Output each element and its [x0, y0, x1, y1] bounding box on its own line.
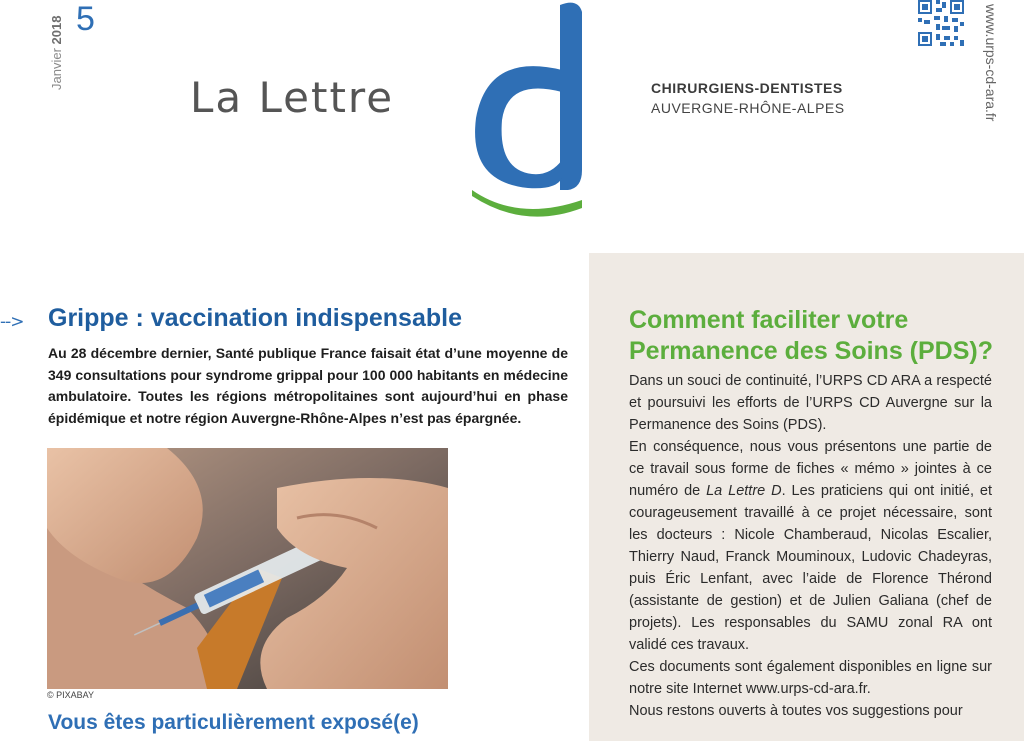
qr-code-icon: [918, 0, 964, 46]
pds-heading-line2: Permanence des Soins (PDS)?: [629, 337, 994, 365]
article-body-flu: Au 28 décembre dernier, Santé publique France faisait état d’une moyenne de 349 consultations pour syndrome grippal pour 100 000 habitants en médecine ambulatoire. Toutes les régions métropolitaines sont aujourd’hui en phase épidémique et notre région Auvergne-Rhône-Alpes n’est pas épargnée.: [48, 345, 568, 426]
pds-panel: [589, 253, 1024, 741]
website-url: www.urps-cd-ara.fr: [983, 4, 999, 122]
issue-number: 5: [76, 0, 95, 38]
article-body-pds: [629, 370, 992, 722]
article-heading-pds: [629, 305, 1019, 367]
pds-paragraph-4: Nous restons ouverts à toutes vos suggestions pour: [629, 703, 963, 719]
article-heading-flu: Grippe : vaccination indispensable: [48, 304, 462, 332]
issue-date: [49, 10, 71, 90]
photo-credit: © PIXABAY: [47, 690, 94, 700]
dashed-arrow-icon: -->: [0, 312, 24, 332]
pds-paragraph-2-end: . Les praticiens qui ont initié, et courageusement travaillé à ce projet nécessaire, sont les docteurs : Nicole Chamberaud, Nicolas Escalier, Thierry Naud, Franck Mouminoux, Ludovic Chadeyras, puis Éric Lenfant, avec l’aide de Florence Thérond (assistante de gestion) et de Julien Galiana (chef de projets). Les responsables du SAMU zonal RA ont validé ces travaux.: [629, 483, 992, 653]
newsletter-name-italic: La Lettre D: [706, 483, 782, 499]
pds-paragraph-1: Dans un souci de continuité, l’URPS CD ARA a respecté et poursuivi les efforts de l’URPS CD Auvergne sur la Permanence des Soins (PDS).: [629, 373, 992, 433]
issue-year: 2018: [49, 15, 64, 45]
org-name-line1: CHIRURGIENS-DENTISTES: [651, 80, 843, 96]
pds-heading-line1: Comment faciliter votre: [629, 306, 909, 334]
newsletter-title: La Lettre: [190, 73, 395, 122]
pds-paragraph-2-start: En conséquence, nous vous présentons une partie de ce travail sous forme de fiches « mémo » jointes à ce numéro de: [629, 439, 992, 499]
letter-d-logo: [468, 0, 592, 218]
issue-month: Janvier: [49, 48, 64, 90]
article-subheading-exposed: Vous êtes particulièrement exposé(e): [48, 711, 419, 734]
vaccination-photo: [47, 448, 448, 689]
org-name-line2: AUVERGNE-RHÔNE-ALPES: [651, 100, 845, 116]
pds-paragraph-3: Ces documents sont également disponibles en ligne sur notre site Internet www.urps-cd-ara.fr.: [629, 659, 992, 697]
pds-paragraph-2: [629, 436, 992, 656]
